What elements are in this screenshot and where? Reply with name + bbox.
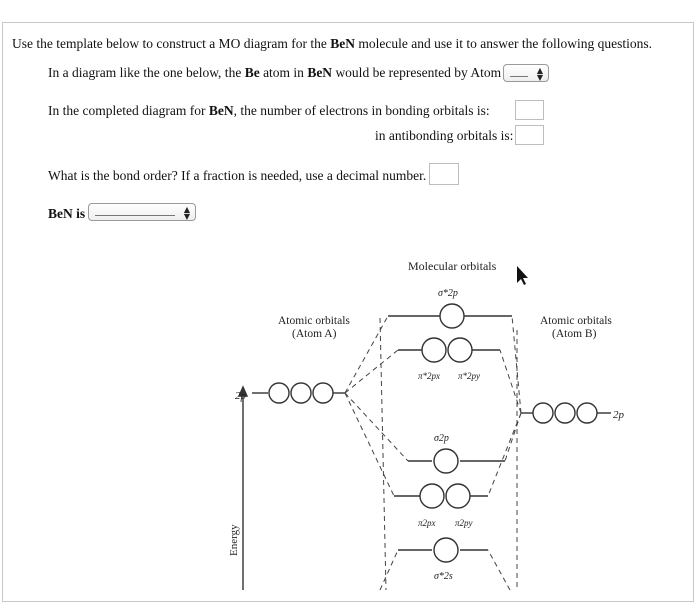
left-2p-orbital-2 [291, 383, 311, 403]
dash-right-to-pi [488, 413, 521, 496]
intro-post: molecule and use it to answer the following questions. [355, 36, 652, 51]
pi-star-2py-label: π*2py [458, 371, 481, 381]
q2-post: , the number of electrons in bonding orbitals is: [233, 103, 490, 118]
dash-lower-right [488, 550, 510, 590]
right-2p-orbital-3 [577, 403, 597, 423]
intro-molecule: BeN [330, 36, 356, 51]
pi-2py-orbital [446, 484, 470, 508]
pi-2px-orbital [420, 484, 444, 508]
molecular-orbitals-label: Molecular orbitals [408, 259, 497, 273]
pi-2py-label: π2py [455, 518, 473, 528]
select-arrows-icon: ▲ ▼ [183, 205, 190, 221]
dash-right-to-sigma [505, 413, 521, 461]
sigma-star-2p-label: σ*2p [438, 288, 458, 299]
sigma-2p-label: σ2p [434, 433, 449, 444]
bond-order-question: What is the bond order? If a fraction is needed, use a decimal number. [48, 168, 427, 183]
q2-molecule: BeN [208, 103, 234, 118]
pi-star-2py-orbital [448, 338, 472, 362]
sigma-star-2s-orbital [434, 538, 458, 562]
atom-b-label-1: Atomic orbitals [540, 315, 612, 327]
q1-mid: atom in [259, 65, 308, 80]
dash-left-to-sigma [345, 393, 408, 461]
mouse-cursor-icon [517, 266, 528, 285]
q2-pre: In the completed diagram for [48, 103, 209, 118]
atom-a-label-2: (Atom A) [292, 328, 337, 340]
dash-lower-left [380, 550, 398, 590]
pi-2px-label: π2px [418, 518, 436, 528]
right-2p-orbital-1 [533, 403, 553, 423]
dash-left-to-pi [345, 393, 394, 496]
q1-post: would be represented by Atom [332, 65, 502, 80]
q1-pre: In a diagram like the one below, the [48, 65, 245, 80]
dash-left-vertical [380, 318, 386, 590]
sigma-2p-orbital [434, 449, 458, 473]
pi-star-2px-orbital [422, 338, 446, 362]
dash-left-to-pi-star [345, 350, 398, 393]
select-arrows-icon: ▲ ▼ [536, 66, 543, 82]
pi-star-2px-label: π*2px [418, 371, 441, 381]
right-2p-label: 2p [613, 409, 624, 421]
right-2p-orbital-2 [555, 403, 575, 423]
left-2p-orbital-1 [269, 383, 289, 403]
antibonding-label: in antibonding orbitals is: [375, 128, 514, 143]
left-2p-orbital-3 [313, 383, 333, 403]
intro-pre: Use the template below to construct a MO diagram for the [12, 36, 331, 51]
atom-a-label-1: Atomic orbitals [278, 315, 350, 327]
ben-is-text: BeN is [48, 206, 86, 221]
sigma-star-2p-orbital [440, 304, 464, 328]
atom-b-label-2: (Atom B) [552, 328, 597, 340]
sigma-star-2s-label: σ*2s [434, 571, 453, 582]
energy-label: Energy [228, 524, 240, 556]
q1-molecule: BeN [307, 65, 333, 80]
left-2p-label: 2p [235, 390, 246, 402]
q1-atom: Be [244, 65, 260, 80]
